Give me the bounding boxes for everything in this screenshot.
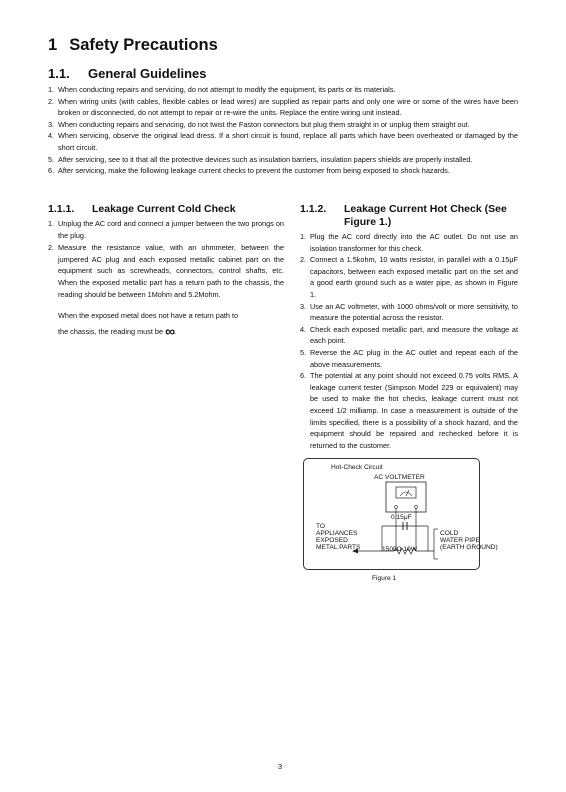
capacitor-label: 0.15μF — [391, 514, 412, 521]
hot-check-circuit-diagram — [303, 458, 498, 570]
figure-caption: Figure 1 — [372, 575, 397, 582]
general-guidelines-list — [48, 84, 518, 177]
diagram-title: Hot-Check Circuit — [331, 464, 383, 471]
page-number: 3 — [278, 762, 283, 771]
list-item: 6. After servicing, make the following leakage current checks to prevent the customer from being exposed to shock hazards. — [48, 166, 450, 176]
ground-label: COLD WATER PIPE (EARTH GROUND) — [440, 530, 498, 551]
list-item: 5. After servicing, see to it that all the protective devices such as insulation barriers, insulation papers shields are properly installed. — [48, 154, 473, 164]
voltmeter-box — [386, 482, 426, 512]
list-item: 4. Check each exposed metallic part, and measure the voltage at each point. — [300, 324, 518, 346]
list-item: 3. When conducting repairs and servicing, do not twist the Faston connectors but plug them straight in or unplug them straight out. — [48, 119, 470, 129]
cold-check-list — [48, 218, 284, 300]
cold-check-heading: 1.1.1. Leakage Current Cold Check — [48, 203, 236, 215]
general-guidelines-heading: 1.1. General Guidelines — [48, 66, 207, 81]
infinity-symbol: ∞ — [165, 322, 175, 339]
list-item: 2. Connect a 1.5kohm, 10 watts resistor, in parallel with a 0.15μF capacitors, between each exposed metallic part on the set and a good earth ground such as a water pipe, as shown in Figure 1. — [300, 255, 518, 299]
list-item: 2. Measure the resistance value, with an ohmmeter, between the jumpered AC plug and each exposed metallic cabinet part on the equipment such as screwheads, connectors, control shafts, etc. When the exposed metallic part has a return path to the chassis, the reading should be between 1Mohm and 5.2Mohm. — [48, 243, 284, 299]
hot-check-heading: 1.1.2. Leakage Current Hot Check (See Figure 1.) — [300, 203, 507, 228]
list-item: 1. Unplug the AC cord and connect a jumper between the two prongs on the plug. — [48, 219, 284, 240]
list-item: 2. When wiring units (with cables, flexible cables or lead wires) are supplied as repair parts and only one wire or some of the wires have been broken or disconnected, do not attempt to repair or re-wire the units. Replace the entire wiring unit instead. — [48, 96, 518, 118]
voltmeter-terminal-right — [415, 506, 418, 509]
list-item: 6. The potential at any point should not exceed 0.75 volts RMS. A leakage current tester (Simpson Model 229 or equivalent) may be used to make the hot checks, leakage current must not exceed 1/2 milliamp. In case a measurement is outside of the limits specified, there is a possibility of a shock hazard, and the equipment should be repaired and rechecked before it is returned to the customer. — [300, 371, 518, 450]
voltmeter-label: AC VOLTMETER — [374, 474, 425, 481]
voltmeter-dial — [396, 487, 416, 498]
list-item: 1. When conducting repairs and servicing, do not attempt to modify the equipment, its parts or its materials. — [48, 85, 396, 94]
appliance-label: TO APPLIANCES EXPOSED METAL PARTS — [316, 523, 361, 551]
list-item: 1. Plug the AC cord directly into the AC outlet. Do not use an isolation transformer for this check. — [300, 232, 518, 253]
resistor-label: 1500Ω 10W — [382, 546, 417, 553]
hot-check-list — [300, 231, 518, 451]
list-item: 3. Use an AC voltmeter, with 1000 ohms/volt or more sensitivity, to measure the potential across the resistor. — [300, 301, 518, 323]
voltmeter-terminal-left — [395, 506, 398, 509]
cold-check-note: When the exposed metal does not have a return path to the chassis, the reading must be ∞. — [58, 311, 239, 339]
list-item: 4. When servicing, observe the original lead dress. If a short circuit is found, replace all parts which have been overheated or damaged by the short circuit. — [48, 131, 518, 152]
section-title: 1 Safety Precautions — [48, 36, 218, 54]
list-item: 5. Reverse the AC plug in the AC outlet and repeat each of the above measurements. — [300, 347, 518, 369]
